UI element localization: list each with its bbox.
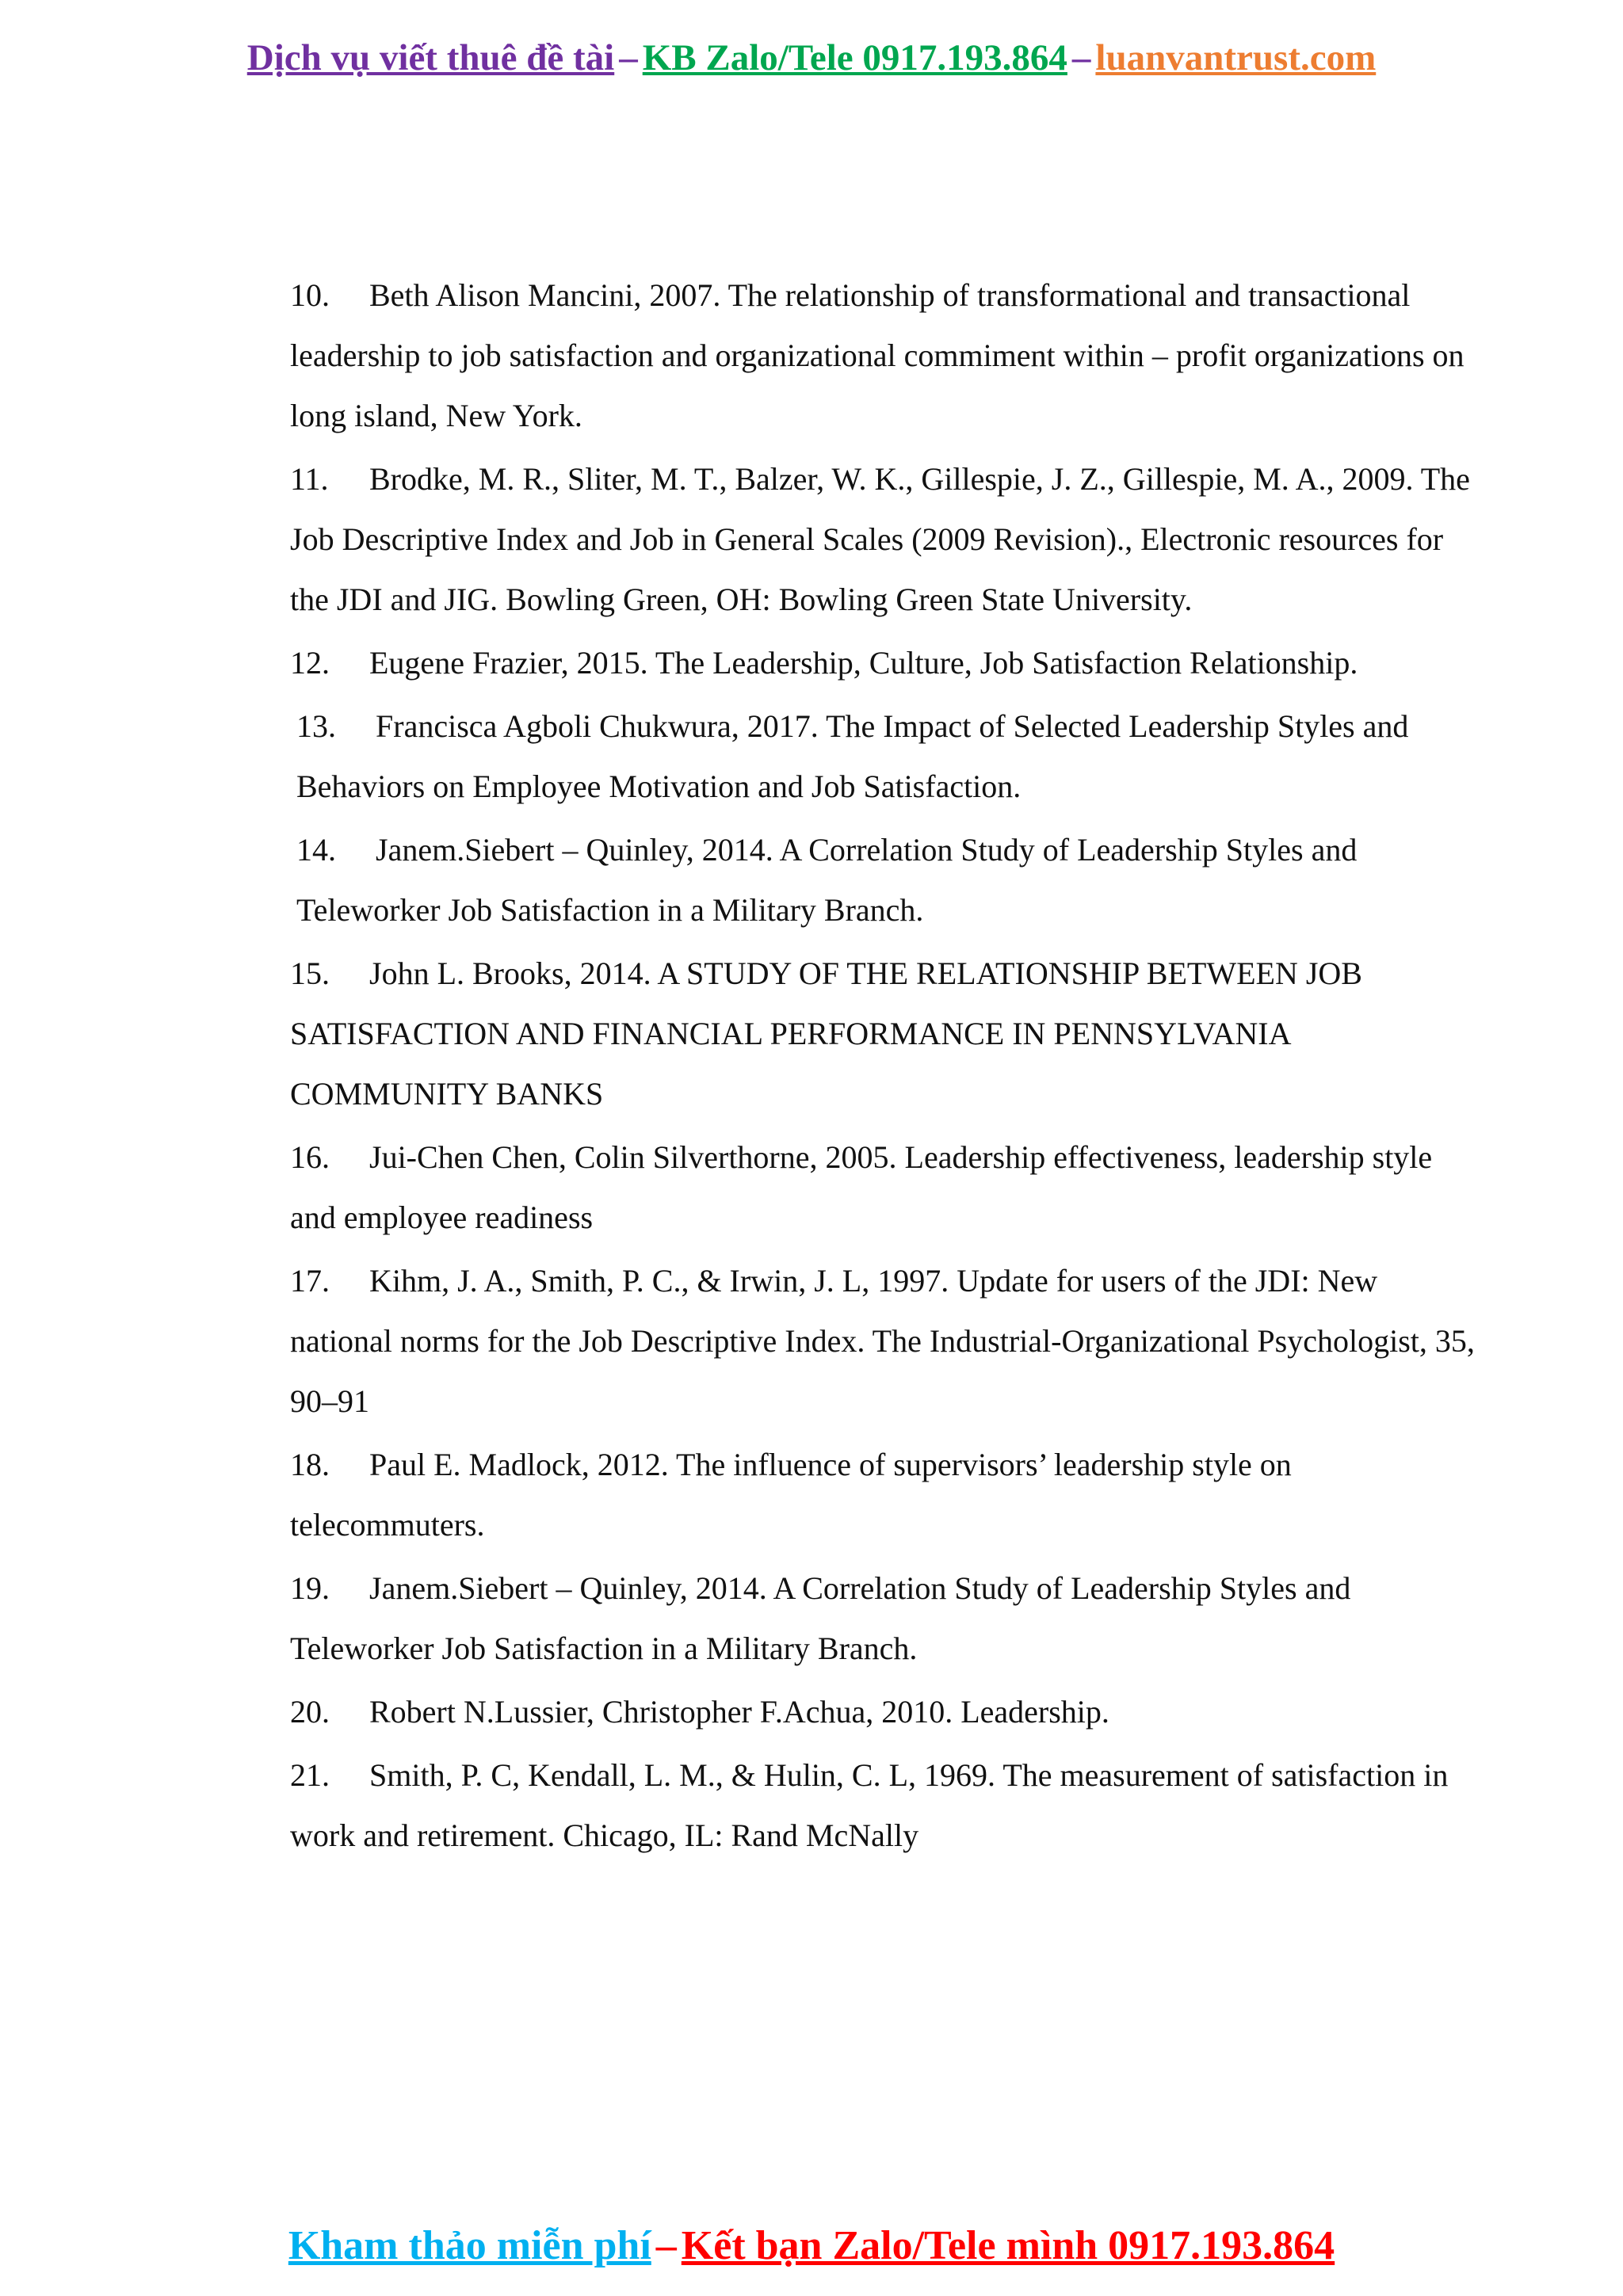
reference-number: 20. (290, 1694, 330, 1730)
footer-separator: – (655, 2223, 677, 2268)
reference-item (290, 1127, 1479, 1248)
reference-item (290, 265, 1479, 446)
website-link[interactable]: luanvantrust.com (1095, 37, 1377, 78)
reference-item (290, 820, 1479, 940)
reference-number: 12. (290, 645, 330, 681)
service-link[interactable]: Dịch vụ viết thuê đề tài (246, 37, 615, 78)
reference-item (290, 696, 1479, 817)
reference-number: 21. (290, 1757, 330, 1793)
reference-number: 16. (290, 1139, 330, 1175)
reference-item (290, 1251, 1479, 1432)
reference-number: 17. (290, 1263, 330, 1299)
reference-item (290, 1435, 1479, 1555)
reference-number: 13. (296, 708, 336, 744)
reference-item (290, 633, 1479, 693)
reference-text: Janem.Siebert – Quinley, 2014. A Correlation Study of Leadership Styles and Teleworker Job Satisfaction in a Military Branch. (296, 832, 1358, 928)
header-separator: – (1071, 37, 1091, 78)
footer-banner (0, 2217, 1623, 2275)
reference-text: Francisca Agboli Chukwura, 2017. The Impact of Selected Leadership Styles and Behaviors on Employee Motivation and Job Satisfaction. (296, 708, 1409, 804)
contact-link[interactable]: KB Zalo/Tele 0917.193.864 (642, 37, 1067, 78)
reference-text: Jui-Chen Chen, Colin Silverthorne, 2005. Leadership effectiveness, leadership style and employee readiness (290, 1139, 1433, 1235)
reference-text: Paul E. Madlock, 2012. The influence of supervisors’ leadership style on telecommuters. (290, 1447, 1292, 1543)
reference-text: Brodke, M. R., Sliter, M. T., Balzer, W. K., Gillespie, J. Z., Gillespie, M. A., 2009. The Job Descriptive Index and Job in General Scales (2009 Revision)., Electronic resources for the JDI and JIG. Bowling Green, OH: Bowling Green State University. (290, 461, 1470, 617)
reference-text: Eugene Frazier, 2015. The Leadership, Culture, Job Satisfaction Relationship. (369, 645, 1358, 681)
reference-number: 14. (296, 832, 336, 868)
header-separator: – (619, 37, 638, 78)
reference-item (290, 449, 1479, 630)
reference-text: Beth Alison Mancini, 2007. The relationship of transformational and transactional leadership to job satisfaction and organizational commiment within – profit organizations on long island, New York. (290, 277, 1465, 433)
reference-text: Janem.Siebert – Quinley, 2014. A Correlation Study of Leadership Styles and Teleworker Job Satisfaction in a Military Branch. (290, 1570, 1351, 1666)
reference-item (290, 944, 1479, 1124)
reference-number: 18. (290, 1447, 330, 1482)
reference-number: 11. (290, 461, 329, 497)
reference-number: 10. (290, 277, 330, 313)
reference-number: 15. (290, 955, 330, 991)
add-friend-link[interactable]: Kết bạn Zalo/Tele mình 0917.193.864 (681, 2223, 1335, 2268)
reference-text: Robert N.Lussier, Christopher F.Achua, 2010. Leadership. (369, 1694, 1109, 1730)
reference-number: 19. (290, 1570, 330, 1606)
free-reference-link[interactable]: Kham thảo miễn phí (288, 2223, 651, 2268)
reference-text: John L. Brooks, 2014. A STUDY OF THE RELATIONSHIP BETWEEN JOB SATISFACTION AND FINANCIAL PERFORMANCE IN PENNSYLVANIA COMMUNITY BANKS (290, 955, 1362, 1112)
reference-item (290, 1682, 1479, 1742)
reference-item (290, 1745, 1479, 1866)
reference-item (290, 1558, 1479, 1679)
reference-list (290, 265, 1479, 1869)
header-banner (0, 30, 1623, 86)
reference-text: Kihm, J. A., Smith, P. C., & Irwin, J. L, 1997. Update for users of the JDI: New national norms for the Job Descriptive Index. The Industrial-Organizational Psychologist, 35, 90–91 (290, 1263, 1475, 1419)
reference-text: Smith, P. C, Kendall, L. M., & Hulin, C. L, 1969. The measurement of satisfaction in work and retirement. Chicago, IL: Rand McNally (290, 1757, 1449, 1853)
